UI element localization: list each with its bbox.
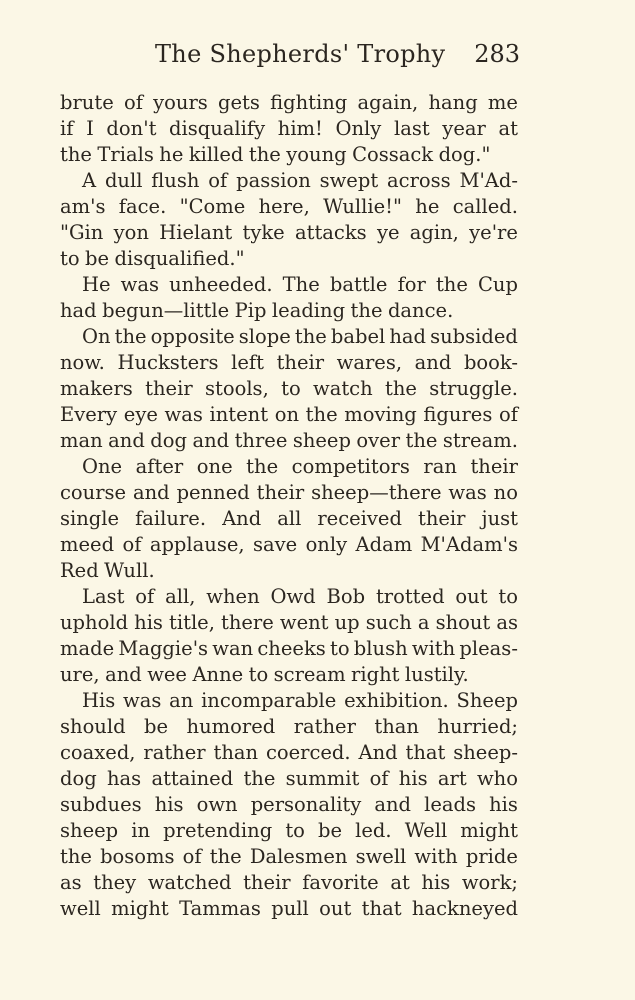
word: hurried; xyxy=(437,715,518,738)
word: might xyxy=(460,819,518,842)
word: to xyxy=(281,377,301,400)
word: than xyxy=(374,715,419,738)
word: brute xyxy=(60,91,114,114)
word: three xyxy=(234,429,288,452)
word: makers xyxy=(60,377,133,400)
word: bosoms xyxy=(100,845,175,868)
word: year xyxy=(442,117,486,140)
text-line xyxy=(60,298,518,324)
word: cheeks xyxy=(257,637,326,660)
word: sheep xyxy=(292,429,351,452)
word: Cossack xyxy=(352,143,434,166)
text-line xyxy=(60,506,518,532)
word: his xyxy=(489,793,518,816)
word: Wull. xyxy=(104,559,155,582)
word: Last xyxy=(82,585,125,608)
word: sheep- xyxy=(453,741,518,764)
word: struggle. xyxy=(429,377,518,400)
text-line xyxy=(60,454,518,480)
text-line xyxy=(60,896,518,922)
word: had xyxy=(60,299,97,322)
word: the xyxy=(405,429,438,452)
word: swell xyxy=(355,845,407,868)
word: "Gin xyxy=(60,221,104,244)
word: uphold xyxy=(60,611,129,634)
word: ye xyxy=(376,221,400,244)
word: lustily. xyxy=(404,663,469,686)
word: was xyxy=(123,689,162,712)
word: face. xyxy=(118,195,167,218)
word: meed xyxy=(60,533,115,556)
word: and xyxy=(133,481,170,504)
word: up xyxy=(334,611,360,634)
word: left xyxy=(231,351,264,374)
word: out xyxy=(319,897,352,920)
word: On xyxy=(82,325,111,348)
word: as xyxy=(60,871,82,894)
word: when xyxy=(206,585,260,608)
word: dull xyxy=(104,169,143,192)
word: was xyxy=(164,403,203,426)
word: and xyxy=(105,663,142,686)
word: Red xyxy=(60,559,99,582)
word: hang xyxy=(428,91,478,114)
word: well xyxy=(60,897,101,920)
word: sheep—there xyxy=(311,481,442,504)
word: called. xyxy=(452,195,518,218)
word: watch xyxy=(313,377,373,400)
word: opposite xyxy=(150,325,235,348)
word: M'Adam's xyxy=(420,533,518,556)
word: across xyxy=(387,169,451,192)
word: after xyxy=(135,455,184,478)
word: his xyxy=(154,793,184,816)
word: the xyxy=(350,299,383,322)
word: rather xyxy=(143,741,206,764)
word: of xyxy=(123,91,143,114)
word: applause, xyxy=(149,533,245,556)
word: yours xyxy=(153,91,208,114)
text-line xyxy=(60,584,518,610)
word: art xyxy=(437,767,467,790)
text-line xyxy=(60,376,518,402)
word: and xyxy=(414,351,452,374)
word: again, xyxy=(357,91,419,114)
word: of xyxy=(135,585,155,608)
word: of xyxy=(208,169,228,192)
word: to xyxy=(330,637,350,660)
word: tyke xyxy=(242,221,285,244)
word: His xyxy=(82,689,116,712)
word: as xyxy=(496,611,518,634)
word: the xyxy=(114,325,147,348)
word: stream. xyxy=(442,429,518,452)
word: dog xyxy=(150,429,187,452)
word: his xyxy=(421,871,451,894)
text-line xyxy=(60,558,518,584)
word: Hucksters xyxy=(117,351,219,374)
text-line xyxy=(60,636,518,662)
word: the xyxy=(246,455,279,478)
word: for xyxy=(397,273,426,296)
word: And xyxy=(358,741,398,764)
word: leads xyxy=(424,793,477,816)
word: watched xyxy=(147,871,232,894)
word: attacks xyxy=(295,221,367,244)
word: save xyxy=(252,533,298,556)
word: there xyxy=(221,611,274,634)
word: wee xyxy=(147,663,187,686)
word: him! xyxy=(277,117,323,140)
word: such xyxy=(365,611,412,634)
word: an xyxy=(169,689,194,712)
word: man xyxy=(60,429,103,452)
word: subdues xyxy=(60,793,142,816)
word: blush xyxy=(353,637,408,660)
word: ye're xyxy=(469,221,518,244)
word: led. xyxy=(355,819,392,842)
word: exhibition. xyxy=(344,689,449,712)
word: intent xyxy=(209,403,269,426)
word: Sheep xyxy=(456,689,518,712)
word: their xyxy=(256,481,305,504)
word: with xyxy=(414,845,458,868)
word: I xyxy=(86,117,94,140)
word: yon xyxy=(113,221,149,244)
word: made xyxy=(60,637,115,660)
word: scream xyxy=(273,663,346,686)
word: just xyxy=(481,507,518,530)
text-line xyxy=(60,792,518,818)
text-line xyxy=(60,870,518,896)
running-head xyxy=(60,40,520,74)
word: that xyxy=(405,741,446,764)
word: was xyxy=(120,273,159,296)
word: passion xyxy=(236,169,311,192)
word: no xyxy=(493,481,518,504)
text-line xyxy=(60,220,518,246)
word: killed xyxy=(188,143,244,166)
text-line xyxy=(60,324,518,350)
word: the xyxy=(305,403,338,426)
word: one xyxy=(196,455,233,478)
word: eye xyxy=(123,403,158,426)
word: to xyxy=(60,247,80,270)
word: at xyxy=(498,117,518,140)
text-line xyxy=(60,688,518,714)
word: went xyxy=(279,611,329,634)
word: subsided xyxy=(430,325,518,348)
text-line xyxy=(60,610,518,636)
word: The xyxy=(282,273,320,296)
word: failure. xyxy=(135,507,207,530)
word: Hielant xyxy=(159,221,233,244)
word: work; xyxy=(461,871,518,894)
word: Bob xyxy=(326,585,366,608)
word: coaxed, xyxy=(60,741,136,764)
page-number: 283 xyxy=(474,40,520,68)
word: of xyxy=(369,767,389,790)
word: a xyxy=(417,611,430,634)
word: A xyxy=(82,169,97,192)
word: might xyxy=(111,897,169,920)
word: attained xyxy=(151,767,234,790)
text-line xyxy=(60,246,518,272)
word: if xyxy=(60,117,74,140)
text-line xyxy=(60,116,518,142)
word: moving xyxy=(344,403,417,426)
word: should xyxy=(60,715,126,738)
word: last xyxy=(393,117,430,140)
word: sheep xyxy=(60,819,119,842)
word: battle xyxy=(329,273,388,296)
word: Every xyxy=(60,403,118,426)
word: all, xyxy=(165,585,196,608)
word: here, xyxy=(258,195,310,218)
word: their xyxy=(145,377,193,400)
word: who xyxy=(476,767,518,790)
word: the xyxy=(248,143,281,166)
word: swept xyxy=(319,169,379,192)
word: Well xyxy=(404,819,448,842)
word: summit xyxy=(285,767,360,790)
word: the xyxy=(60,845,92,868)
word: the xyxy=(435,273,468,296)
word: to xyxy=(248,663,269,686)
word: of xyxy=(122,533,142,556)
word: that xyxy=(361,897,402,920)
word: leading xyxy=(271,299,346,322)
word: Anne xyxy=(192,663,244,686)
word: of xyxy=(498,403,518,426)
word: disqualified." xyxy=(114,247,245,270)
word: and xyxy=(108,429,145,452)
word: received xyxy=(317,507,402,530)
text-line xyxy=(60,428,518,454)
word: pride xyxy=(465,845,518,868)
word: was xyxy=(448,481,487,504)
word: now. xyxy=(60,351,105,374)
word: he xyxy=(159,143,184,166)
word: Cup xyxy=(478,273,518,296)
word: personality xyxy=(250,793,362,816)
word: the xyxy=(60,143,92,166)
word: be xyxy=(85,247,110,270)
word: Adam xyxy=(355,533,413,556)
word: on xyxy=(274,403,300,426)
word: the xyxy=(243,767,276,790)
word: title, xyxy=(169,611,215,634)
text-line xyxy=(60,480,518,506)
text-line xyxy=(60,350,518,376)
text-line xyxy=(60,740,518,766)
word: he xyxy=(415,195,440,218)
text-line xyxy=(60,714,518,740)
text-line xyxy=(60,844,518,870)
word: book- xyxy=(463,351,518,374)
word: with xyxy=(411,637,456,660)
word: agin, xyxy=(409,221,459,244)
word: course xyxy=(60,481,127,504)
word: ran xyxy=(423,455,457,478)
word: be xyxy=(318,819,343,842)
word: their xyxy=(243,871,291,894)
word: over xyxy=(356,429,401,452)
word: incomparable xyxy=(201,689,337,712)
text-line xyxy=(60,532,518,558)
word: coerced. xyxy=(265,741,351,764)
word: And xyxy=(222,507,262,530)
word: dog." xyxy=(438,143,491,166)
word: pretending xyxy=(163,819,273,842)
word: than xyxy=(213,741,259,764)
word: am's xyxy=(60,195,106,218)
word: Maggie's xyxy=(118,637,209,660)
word: right xyxy=(351,663,400,686)
word: own xyxy=(196,793,238,816)
word: in xyxy=(131,819,151,842)
word: all xyxy=(277,507,302,530)
word: babel xyxy=(330,325,386,348)
word: dog xyxy=(60,767,97,790)
word: his xyxy=(134,611,163,634)
word: of xyxy=(182,845,202,868)
word: and xyxy=(192,429,230,452)
word: they xyxy=(93,871,137,894)
word: gets xyxy=(218,91,260,114)
word: young xyxy=(286,143,347,166)
text-line xyxy=(60,662,518,688)
word: Pip xyxy=(234,299,267,322)
word: shout xyxy=(435,611,491,634)
text-line xyxy=(60,766,518,792)
word: only xyxy=(305,533,348,556)
word: M'Ad- xyxy=(459,169,518,192)
word: their xyxy=(276,351,325,374)
word: me xyxy=(487,91,518,114)
word: wan xyxy=(212,637,254,660)
word: ure, xyxy=(60,663,100,686)
word: Trials xyxy=(97,143,154,166)
word: wares, xyxy=(336,351,403,374)
word: the xyxy=(294,325,327,348)
word: He xyxy=(82,273,111,296)
running-title: The Shepherds' Trophy xyxy=(155,40,446,68)
word: stools, xyxy=(205,377,269,400)
word: unheeded. xyxy=(169,273,273,296)
word: dance. xyxy=(387,299,454,322)
word: to xyxy=(285,819,305,842)
word: their xyxy=(470,455,518,478)
word: to xyxy=(498,585,518,608)
word: fighting xyxy=(270,91,348,114)
text-line xyxy=(60,168,518,194)
word: pleas- xyxy=(459,637,518,660)
word: Only xyxy=(335,117,382,140)
text-line xyxy=(60,818,518,844)
word: trotted xyxy=(375,585,445,608)
word: Dalesmen xyxy=(249,845,348,868)
word: and xyxy=(374,793,412,816)
word: humored xyxy=(186,715,276,738)
word: competitors xyxy=(291,455,410,478)
word: don't xyxy=(106,117,157,140)
text-line xyxy=(60,142,518,168)
word: pull xyxy=(271,897,309,920)
word: begun—little xyxy=(102,299,230,322)
word: favorite xyxy=(302,871,379,894)
text-line xyxy=(60,402,518,428)
word: Owd xyxy=(270,585,316,608)
word: disqualify xyxy=(169,117,266,140)
word: "Come xyxy=(179,195,246,218)
word: at xyxy=(390,871,410,894)
word: the xyxy=(385,377,417,400)
word: their xyxy=(418,507,466,530)
word: slope xyxy=(238,325,291,348)
word: single xyxy=(60,507,120,530)
word: the xyxy=(209,845,242,868)
word: be xyxy=(144,715,169,738)
word: flush xyxy=(151,169,200,192)
word: One xyxy=(82,455,123,478)
text-line xyxy=(60,194,518,220)
word: rather xyxy=(293,715,356,738)
text-line xyxy=(60,272,518,298)
body-text xyxy=(60,90,518,922)
word: Wullie!" xyxy=(323,195,402,218)
text-line xyxy=(60,90,518,116)
word: figures xyxy=(423,403,493,426)
word: had xyxy=(389,325,427,348)
word: hackneyed xyxy=(411,897,518,920)
word: penned xyxy=(176,481,250,504)
word: his xyxy=(398,767,428,790)
word: Tammas xyxy=(179,897,261,920)
word: has xyxy=(106,767,142,790)
word: out xyxy=(455,585,488,608)
